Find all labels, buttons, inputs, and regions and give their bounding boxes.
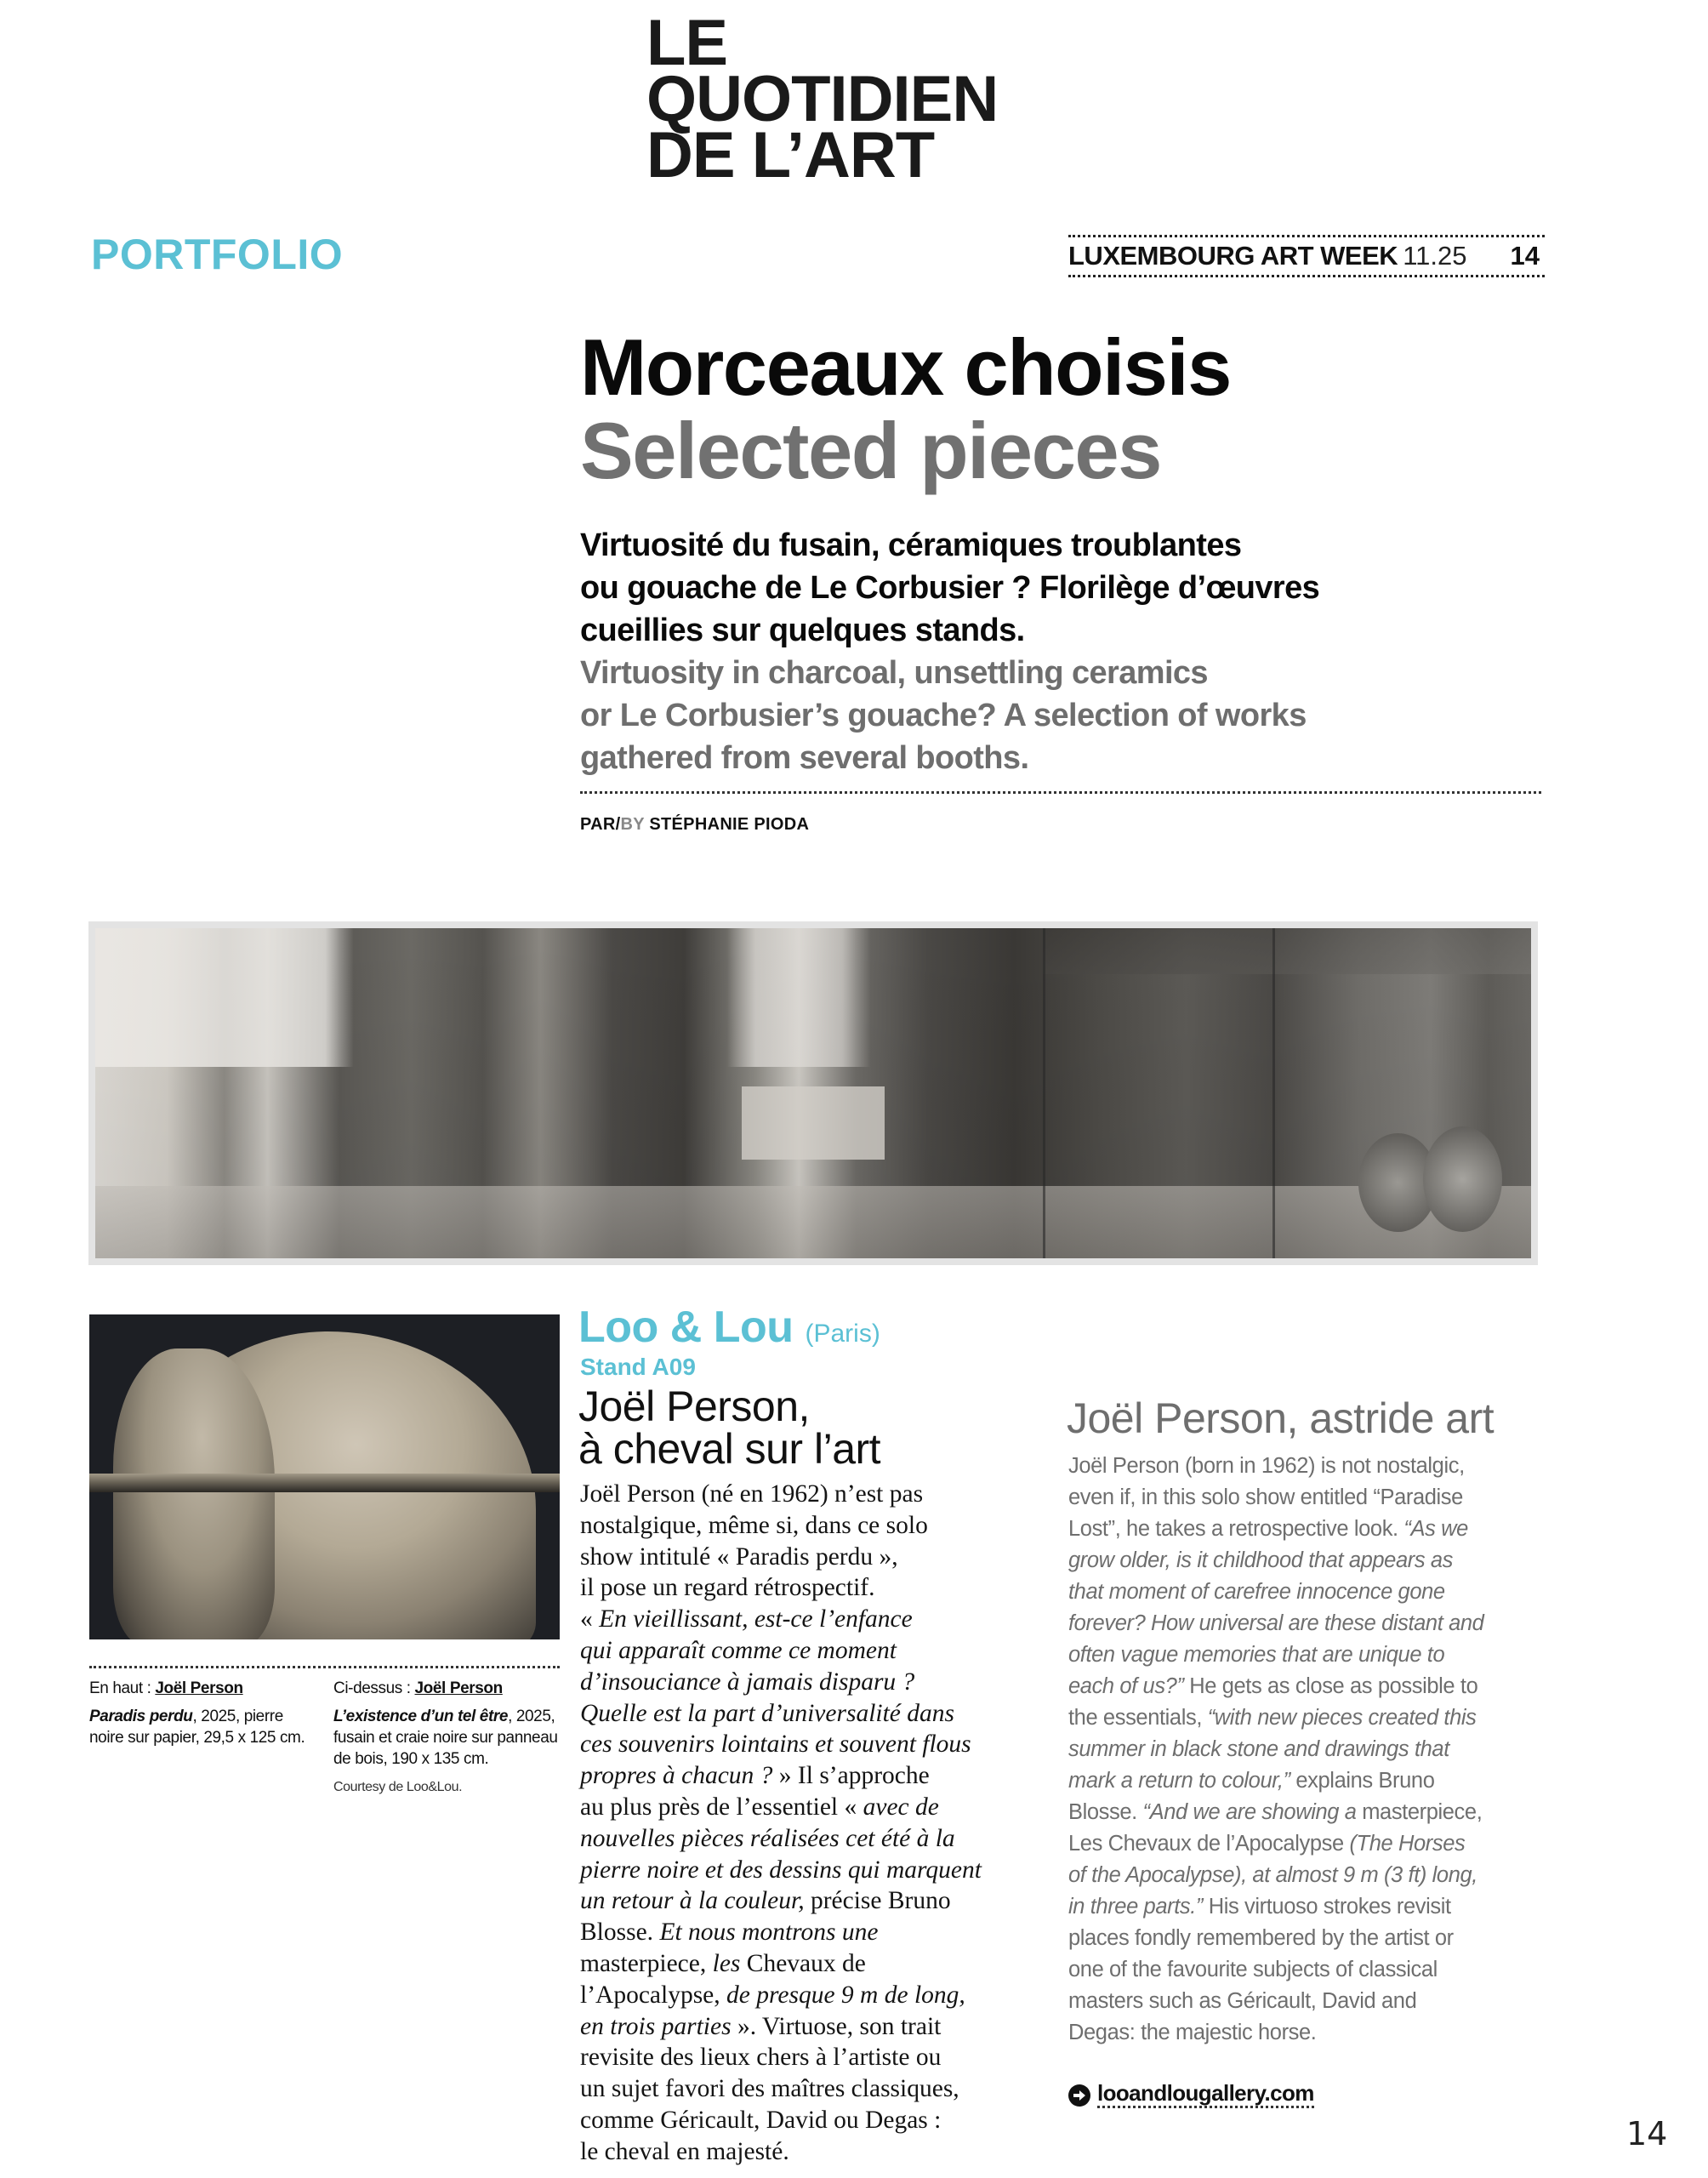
text-segment: masterpiece, — [1356, 1800, 1483, 1824]
article-headline-en: Joël Person, astride art — [1067, 1394, 1494, 1442]
italic-segment: avec de — [863, 1793, 939, 1821]
body-line — [580, 2105, 1056, 2136]
page-number: 14 — [1510, 241, 1540, 271]
lede-en-line: gathered from several booths. — [580, 740, 1029, 776]
italic-segment: grow older, is it childhood that appears as — [1068, 1548, 1453, 1572]
text-segment: He gets as close as possible to — [1183, 1674, 1478, 1698]
text-segment: Blosse. — [1068, 1800, 1143, 1824]
italic-segment: pierre noire et des dessins qui marquent — [580, 1856, 982, 1884]
body-line — [1068, 1734, 1562, 1765]
body-line — [580, 2073, 1056, 2105]
body-line — [1068, 1576, 1562, 1608]
body-line — [580, 1479, 1056, 1510]
caption-details: , 2025, pierre noire sur papier, 29,5 x 125 cm. — [89, 1708, 305, 1747]
text-segment: His virtuoso strokes revisit — [1203, 1895, 1451, 1919]
gallery-name — [578, 1302, 880, 1360]
text-segment: Chevaux de — [740, 1949, 866, 1977]
text-segment: Les Chevaux de l’Apocalypse — [1068, 1832, 1350, 1856]
italic-segment: En vieillissant, est-ce l’enfance — [599, 1605, 913, 1634]
headline-en: Selected pieces — [580, 406, 1161, 495]
italic-segment: in three parts.” — [1068, 1895, 1204, 1919]
artwork-image-horse — [89, 1314, 560, 1639]
headline-fr: Morceaux choisis — [580, 322, 1231, 412]
gallery-title: Loo & Lou — [578, 1303, 794, 1352]
text-segment: Degas: the majestic horse. — [1068, 2021, 1317, 2044]
caption-work-title: Paradis perdu — [89, 1708, 193, 1725]
italic-segment: “And we are showing a — [1142, 1800, 1357, 1824]
body-line — [1068, 1482, 1562, 1514]
body-line — [580, 1823, 1056, 1855]
body-line — [1068, 1923, 1562, 1954]
masthead-line-1: LE — [646, 7, 728, 79]
italic-segment: that moment of carefree innocence gone — [1068, 1580, 1445, 1604]
caption-work-title: L’existence d’un tel être — [333, 1708, 509, 1725]
italic-segment: les — [712, 1949, 741, 1977]
article-body-fr — [580, 1479, 1056, 2168]
italic-segment: en trois parties — [580, 2012, 732, 2040]
body-line — [580, 1729, 1056, 1760]
body-line — [1068, 1702, 1562, 1734]
italic-segment: of the Apocalypse), at almost 9 m (3 ft) long, — [1068, 1863, 1477, 1887]
headline-line: à cheval sur l’art — [578, 1425, 881, 1473]
text-segment: un sujet favori des maîtres classiques, — [580, 2075, 959, 2103]
ground-path — [95, 1186, 1531, 1258]
body-line — [1068, 1545, 1562, 1576]
arrow-circle-icon — [1068, 2084, 1090, 2107]
section-label: PORTFOLIO — [91, 231, 344, 278]
gallery-city: (Paris) — [805, 1320, 880, 1348]
italic-segment: often vague memories that are unique to — [1068, 1643, 1445, 1667]
body-line — [580, 1917, 1056, 1948]
body-line — [580, 1855, 1056, 1886]
text-segment: Joël Person (né en 1962) n’est pas — [580, 1480, 924, 1508]
text-segment: » Il s’approche — [772, 1762, 930, 1790]
text-segment: le cheval en majesté. — [580, 2137, 789, 2165]
hay-bale — [1423, 1126, 1502, 1232]
body-line — [1068, 2017, 1562, 2049]
italic-segment: (The Horses — [1349, 1832, 1466, 1856]
italic-segment: each of us?” — [1068, 1674, 1184, 1698]
body-line — [580, 2042, 1056, 2073]
text-segment: ». Virtuose, son trait — [731, 2012, 942, 2040]
body-line — [1068, 1514, 1562, 1545]
issue-date: 11.25 — [1403, 241, 1467, 271]
article-headline-fr — [578, 1383, 881, 1473]
text-segment: revisite des lieux chers à l’artiste ou — [580, 2044, 942, 2072]
body-line — [580, 2011, 1056, 2043]
text-segment: précise Bruno — [804, 1887, 951, 1915]
lede-fr — [580, 524, 1541, 652]
body-line — [1068, 1828, 1562, 1860]
body-line — [1068, 1765, 1562, 1797]
caption-top-image — [89, 1678, 319, 1748]
barn-post — [1043, 928, 1045, 1258]
text-segment: Lost”, he takes a retrospective look. — [1068, 1517, 1404, 1541]
italic-segment: qui apparaît comme ce moment — [580, 1636, 897, 1664]
caption-label: En haut : — [89, 1679, 156, 1697]
text-segment: one of the favourite subjects of classical — [1068, 1958, 1438, 1981]
dotted-divider — [580, 791, 1541, 794]
headline-line: Joël Person, — [578, 1383, 810, 1430]
text-segment: places fondly remembered by the artist or — [1068, 1926, 1454, 1950]
gallery-website-link[interactable] — [1068, 2082, 1314, 2108]
italic-segment: de presque 9 m de long, — [726, 1981, 965, 2009]
lede-en-line: or Le Corbusier’s gouache? A selection of works — [580, 698, 1307, 733]
body-line — [1068, 1451, 1562, 1482]
caption-label: Ci-dessus : — [333, 1679, 415, 1697]
barn-post — [1272, 928, 1275, 1258]
body-line — [1068, 1608, 1562, 1639]
horse-head — [113, 1348, 275, 1639]
lede-en-line: Virtuosity in charcoal, unsettling ceramics — [580, 655, 1208, 691]
body-line — [580, 1885, 1056, 1917]
stand-number: Stand A09 — [580, 1354, 696, 1380]
byline-author: STÉPHANIE PIODA — [649, 815, 810, 834]
text-segment: nostalgique, même si, dans ce solo — [580, 1511, 928, 1539]
body-line — [1068, 1797, 1562, 1828]
caption-courtesy: Courtesy de Loo&Lou. — [333, 1780, 463, 1794]
text-segment: explains Bruno — [1290, 1769, 1435, 1793]
body-line — [1068, 1860, 1562, 1891]
body-line — [580, 1635, 1056, 1667]
body-line — [580, 1667, 1056, 1698]
masthead-logo — [646, 7, 999, 191]
caption-details: , 2025, fusain et craie noire sur panneau de bois, 190 x 135 cm. — [333, 1708, 558, 1768]
byline-by: BY — [620, 815, 645, 834]
website-url[interactable]: looandlougallery.com — [1097, 2082, 1314, 2108]
caption-divider — [89, 1666, 560, 1668]
italic-segment: d’insouciance à jamais disparu ? — [580, 1668, 915, 1696]
body-line — [580, 1760, 1056, 1792]
text-segment: even if, in this solo show entitled “Paradise — [1068, 1485, 1463, 1509]
body-line — [580, 1698, 1056, 1730]
lede-en — [580, 652, 1541, 779]
body-line — [1068, 1954, 1562, 1986]
charcoal-landscape-drawing — [95, 928, 1531, 1258]
text-segment: il pose un regard rétrospectif. — [580, 1574, 875, 1602]
italic-segment: ces souvenirs lointains et souvent flous — [580, 1730, 971, 1759]
body-line — [580, 1792, 1056, 1823]
italic-segment: nouvelles pièces réalisées cet été à la — [580, 1824, 955, 1852]
event-name: LUXEMBOURG ART WEEK — [1068, 241, 1398, 271]
italic-segment: “with new pieces created this — [1207, 1706, 1477, 1730]
lede-fr-line: cueillies sur quelques stands. — [580, 613, 1025, 648]
text-segment: Joël Person (born in 1962) is not nostalgic, — [1068, 1454, 1465, 1478]
caption-label-line — [333, 1678, 563, 1699]
field-clearing — [742, 1086, 885, 1159]
byline — [580, 815, 809, 835]
lede-fr-line: ou gouache de Le Corbusier ? Florilège d’œuvres — [580, 570, 1320, 606]
body-line — [580, 1572, 1056, 1604]
artwork-image-paradis-perdu — [88, 921, 1538, 1265]
body-line — [1068, 1986, 1562, 2017]
text-segment: the essentials, — [1068, 1706, 1208, 1730]
byline-par: PAR/ — [580, 815, 621, 834]
body-line — [580, 2136, 1056, 2168]
caption-label-line — [89, 1678, 319, 1699]
masthead-line-2: QUOTIDIEN — [646, 63, 999, 135]
body-line — [580, 1948, 1056, 1980]
text-segment: « — [580, 1605, 600, 1634]
italic-segment: Quelle est la part d’universalité dans — [580, 1699, 954, 1727]
italic-segment: propres à chacun ? — [580, 1762, 773, 1790]
folio-page-number: 14 — [1626, 2115, 1668, 2152]
italic-segment: Et nous montrons une — [659, 1919, 879, 1947]
italic-segment: forever? How universal are these distant and — [1068, 1611, 1484, 1635]
text-segment: masters such as Géricault, David and — [1068, 1989, 1417, 2013]
italic-segment: un retour à la couleur, — [580, 1887, 805, 1915]
body-line — [1068, 1891, 1562, 1923]
body-line — [1068, 1639, 1562, 1671]
lede-fr-line: Virtuosité du fusain, céramiques troublantes — [580, 527, 1242, 563]
body-line — [1068, 1671, 1562, 1702]
article-body-en — [1068, 1451, 1562, 2049]
barn-roof — [1043, 928, 1531, 974]
italic-segment: mark a return to colour,” — [1068, 1769, 1290, 1793]
caption-artist: Joël Person — [414, 1679, 503, 1697]
masthead-line-3: DE L’ART — [646, 119, 935, 191]
italic-segment: summer in black stone and drawings that — [1068, 1737, 1449, 1761]
text-segment: comme Géricault, David ou Degas : — [580, 2106, 942, 2134]
text-segment: show intitulé « Paradis perdu », — [580, 1542, 898, 1571]
italic-segment: “As we — [1403, 1517, 1468, 1541]
fence-rail — [89, 1474, 560, 1492]
body-line — [580, 1510, 1056, 1542]
caption-artist: Joël Person — [155, 1679, 243, 1697]
text-segment: Blosse. — [580, 1919, 660, 1947]
body-line — [580, 1542, 1056, 1573]
issue-bar — [1068, 235, 1545, 277]
body-line — [580, 1604, 1056, 1635]
text-segment: l’Apocalypse, — [580, 1981, 727, 2009]
lede — [580, 524, 1541, 779]
body-line — [580, 1980, 1056, 2011]
text-segment: masterpiece, — [580, 1949, 713, 1977]
caption-above-image — [333, 1678, 563, 1798]
text-segment: au plus près de l’essentiel « — [580, 1793, 863, 1821]
